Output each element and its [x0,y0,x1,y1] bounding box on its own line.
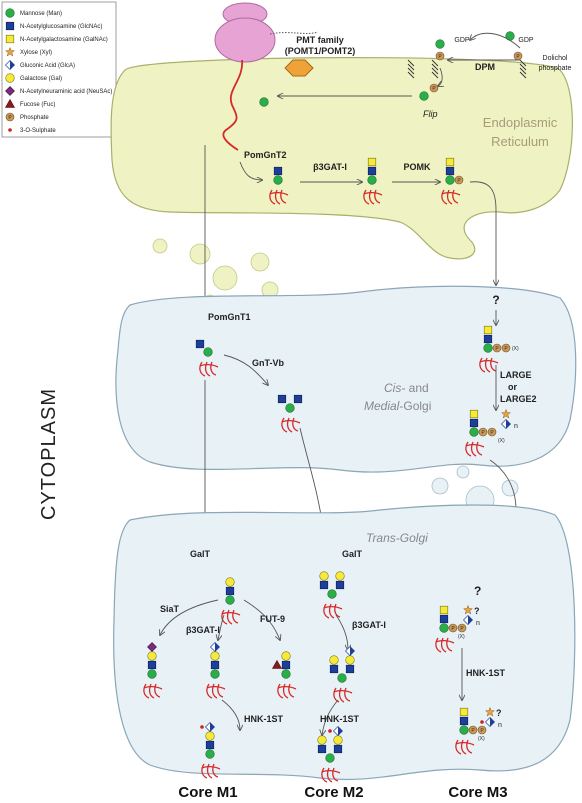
medial-label: Medial [364,399,400,413]
mannose-icon [260,98,269,107]
enzyme-or: or [508,382,517,392]
enzyme-hnk1st: HNK-1ST [320,714,360,724]
enzyme-b3gat1: β3GAT-I [352,620,386,630]
legend [2,2,116,137]
enzyme-pomgnt1: PomGnT1 [208,312,251,322]
trans-golgi [114,505,575,780]
endoplasmic-reticulum [111,58,572,259]
and-label: and [405,381,429,395]
enzyme-pomk: POMK [403,162,431,172]
gdp-label: GDP [454,37,470,44]
legend-label: Galactose (Gal) [20,76,63,82]
enzyme-b3gat1: β3GAT-I [186,625,220,635]
trans-golgi-label: Trans-Golgi [366,531,428,545]
legend-sulphate-icon [8,128,12,132]
er-vesicles [153,239,278,305]
repeat-n-label: n [476,620,480,627]
legend-label: 3-O-Sulphate [20,128,56,134]
dpm-label: DPM [475,62,495,72]
core-m2-label: Core M2 [304,784,364,801]
enzyme-large: LARGE [500,370,532,380]
repeat-n-label: n [498,722,502,729]
red-question-mark: ? [474,606,480,616]
medial-golgi-label [364,399,431,413]
question-mark: ? [474,584,482,598]
enzyme-large2: LARGE2 [500,394,537,404]
repeat-label: (X) [458,634,465,640]
legend-glcnac-icon [6,22,14,30]
question-mark: ? [492,293,500,307]
er-label-2: Reticulum [491,134,549,149]
repeat-label: (X) [512,346,519,352]
repeat-label: (X) [498,438,505,444]
pmt-label: PMT family [296,35,344,45]
golgi-label: -Golgi [399,399,432,413]
gdp-label: GDP [518,37,534,44]
legend-label: N-Acetylgalactosamine (GalNAc) [20,37,108,43]
enzyme-gntvb: GnT-Vb [252,358,284,368]
legend-galnac-icon [6,35,14,43]
cis-label: Cis- [384,381,406,395]
legend-label: Mannose (Man) [20,11,63,17]
enzyme-pomgnt2: PomGnT2 [244,150,287,160]
legend-mannose-icon [6,9,15,18]
legend-label: Gluconic Acid (GlcA) [20,63,76,69]
dolichol-label: Dolichol [542,55,568,62]
cytoplasm-label: CYTOPLASM [38,388,60,520]
core-m1-label: Core M1 [178,784,238,801]
repeat-label: (X) [478,736,485,742]
enzyme-galt: GalT [190,549,211,559]
enzyme-b3gat1: β3GAT-I [313,162,347,172]
legend-label: N-Acetylneuraminic acid (NeuSAc) [20,89,113,95]
cis-golgi-label [384,381,429,395]
legend-label: Xylose (Xyl) [20,50,53,56]
pmt-sublabel: (POMT1/POMT2) [284,46,356,56]
enzyme-hnk1st: HNK-1ST [244,714,284,724]
legend-label: N-Acetylglucosamine (GlcNAc) [20,24,103,30]
core-m3-label: Core M3 [448,784,508,801]
legend-label: Fucose (Fuc) [20,102,56,108]
enzyme-hnk1st: HNK-1ST [466,668,506,678]
legend-galactose-icon [6,74,15,83]
red-question-mark: ? [496,708,502,718]
enzyme-fut9: FUT-9 [260,614,286,624]
repeat-n-label: n [514,423,518,430]
enzyme-galt: GalT [342,549,363,559]
dolichol-sublabel: phosphate [538,65,572,72]
legend-phosphate-icon [6,113,14,121]
enzyme-siat: SiaT [160,604,180,614]
flip-label: Flip [423,109,438,119]
legend-label: Phosphate [20,115,49,121]
er-label: Endoplasmic [482,115,558,130]
